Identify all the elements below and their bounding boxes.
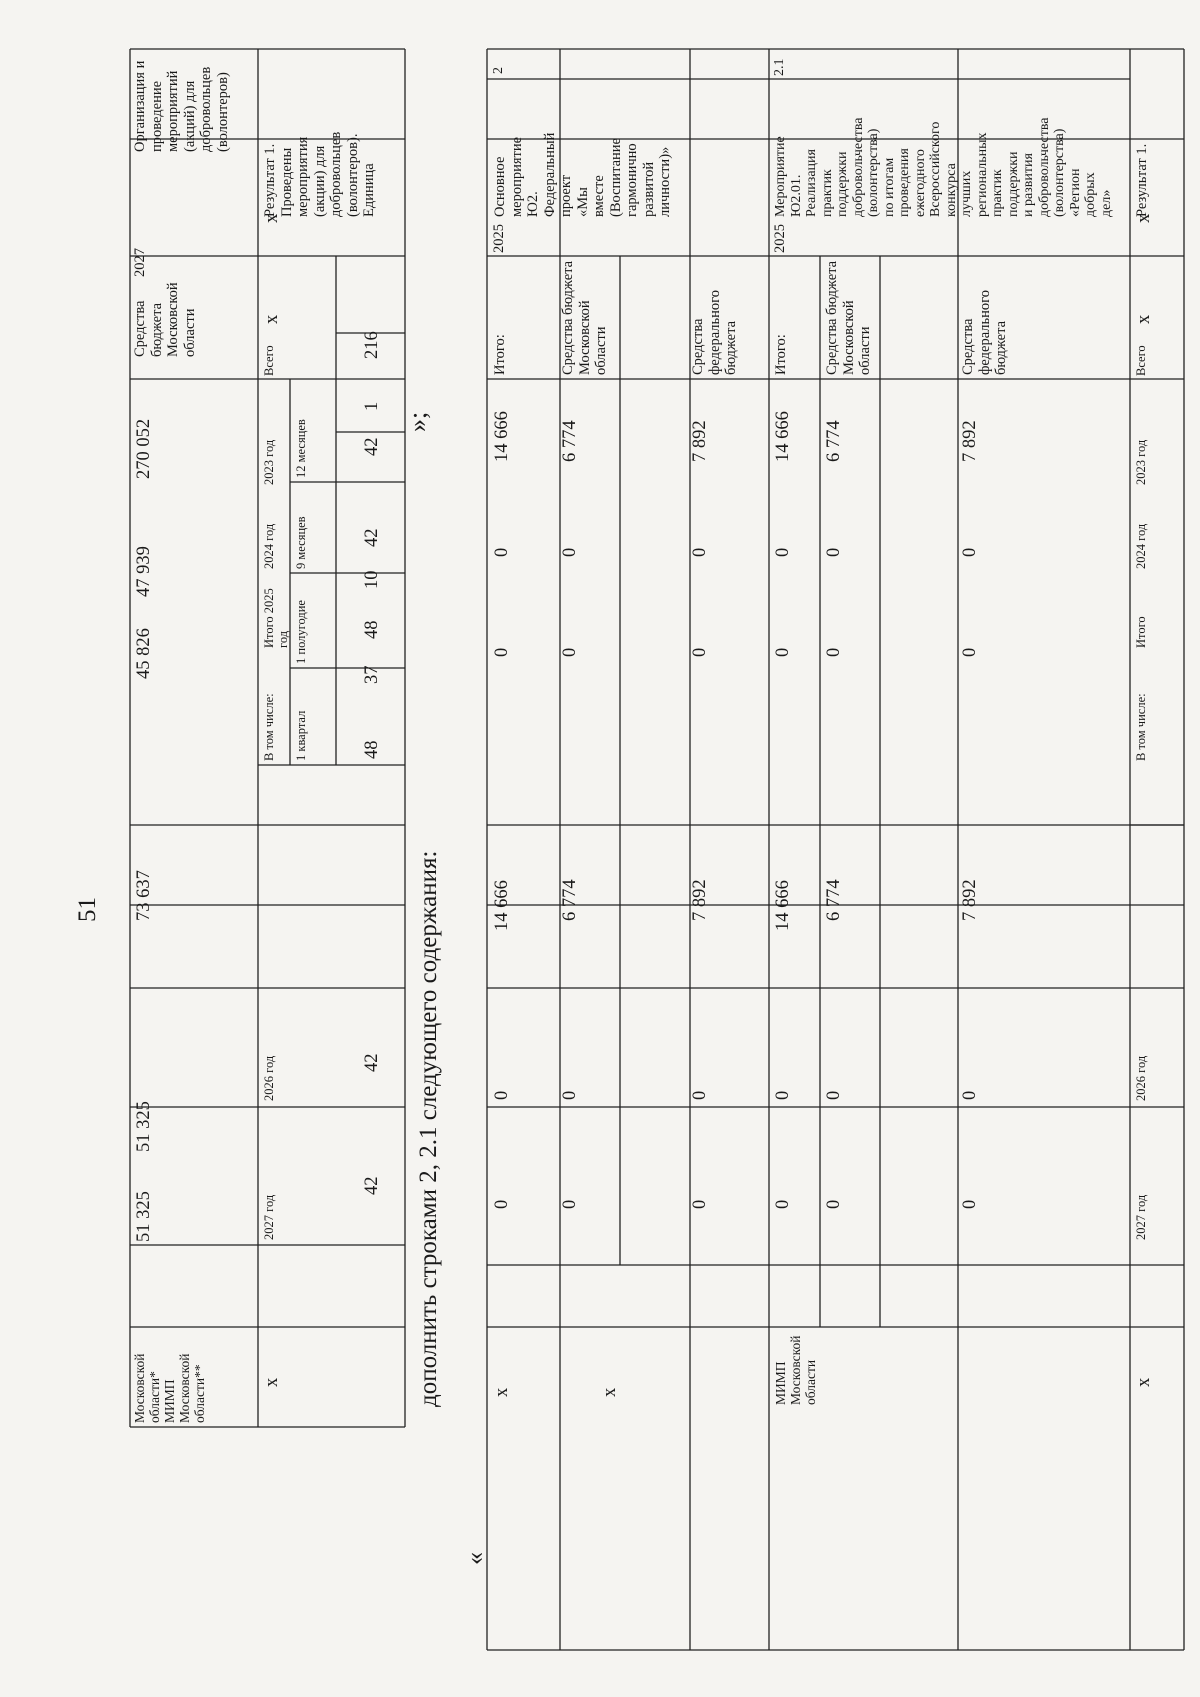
row21-mo-2023: 0 [824, 547, 844, 557]
row21-2026: 0 [773, 1090, 793, 1100]
top-hdr-m12: 12 месяцев [294, 419, 308, 478]
row2-mo-2027: 0 [560, 1199, 580, 1209]
row2-executor-sub: x [600, 1387, 620, 1397]
row2-fed-2023: 0 [690, 547, 710, 557]
row21-mo-2024: 0 [824, 647, 844, 657]
top-row1-2026: 51 325 [134, 1101, 154, 1152]
row21-fed-2026: 0 [960, 1090, 980, 1100]
opening-quote: « [460, 1552, 489, 1565]
row21-fed-2023: 0 [960, 547, 980, 557]
row2-fed-2024: 0 [690, 647, 710, 657]
row21-2025: 14 666 [773, 880, 793, 931]
row21-total: 14 666 [773, 411, 793, 462]
row21-number: 2.1 [772, 58, 787, 76]
row2-year: 2025 [491, 224, 507, 253]
row2-mo-total: 6 774 [560, 420, 580, 462]
row21-mo-2026: 0 [824, 1090, 844, 1100]
bottom-result-x-year: x [1134, 213, 1154, 223]
top-row1-2023: 47 939 [134, 546, 154, 597]
top-val-2023: 42 [362, 437, 382, 456]
top-val-h1: 10 [362, 570, 382, 589]
row21-source-mo: Средства бюджета Московской области [824, 260, 873, 375]
row21-2024: 0 [773, 647, 793, 657]
top-val-m9: 37 [362, 665, 382, 684]
bottom-hdr-total: Всего [1134, 345, 1148, 376]
row21-fed-2027: 0 [960, 1199, 980, 1209]
top-result-x-year: x [262, 213, 282, 223]
bottom-result-x-exec: x [1134, 1377, 1154, 1387]
bottom-hdr-vtom: В том числе: [1134, 693, 1148, 761]
top-val-itogo: 48 [362, 620, 382, 639]
top-val-2024: 42 [362, 528, 382, 547]
top-row1-activity: Организация и проведение мероприятий (акций) для добровольцев (волонтеров) [132, 60, 231, 152]
row2-source-fed: Средства федерального бюджета [690, 290, 739, 375]
row21-fed-total: 7 892 [960, 420, 980, 462]
row2-2027: 0 [492, 1199, 512, 1209]
row21-source-total: Итого: [773, 334, 789, 375]
row2-2026: 0 [492, 1090, 512, 1100]
row2-source-mo: Средства бюджета Московской области [560, 260, 609, 375]
top-row1-2025: 73 637 [134, 870, 154, 921]
row2-2025: 14 666 [492, 880, 512, 931]
top-hdr-itogo: Итого 2025 год [262, 588, 290, 648]
row2-fed-2026: 0 [690, 1090, 710, 1100]
row2-mo-2024: 0 [560, 647, 580, 657]
bottom-hdr-2023: 2023 год [1134, 439, 1148, 485]
top-result-x-source: x [262, 314, 282, 324]
row21-fed-2024: 0 [960, 647, 980, 657]
top-val-m12: 48 [362, 740, 382, 759]
top-row1-year: 2027 [132, 248, 148, 277]
row21-activity: Мероприятие Ю2.01. Реализация практик поддержки добровольчества (волонтерства) по итогам проведения ежегодного Всероссийского конкурса лучших региональных практик поддержки и развития добровольчества (волонтерства) «Регион добрых дел» [773, 117, 1114, 217]
row21-2027: 0 [773, 1199, 793, 1209]
row2-number: 2 [491, 67, 506, 74]
bottom-hdr-itogo: Итого [1134, 616, 1148, 648]
top-row1-executor: Московской области* МИМП Московской области** [132, 1353, 207, 1423]
top-hdr-m9: 9 месяцев [294, 516, 308, 569]
row2-fed-2025: 7 892 [690, 879, 710, 921]
top-row1-2027: 51 325 [134, 1191, 154, 1242]
top-hdr-q1: 1 квартал [294, 710, 308, 761]
row21-source-fed: Средства федерального бюджета [960, 290, 1009, 375]
bottom-result-label: Результат 1. [1134, 143, 1150, 217]
closing-mark: »; [403, 411, 432, 432]
top-hdr-2024: 2024 год [262, 523, 276, 569]
bottom-result-x-source: x [1134, 314, 1154, 324]
row21-mo-2027: 0 [824, 1199, 844, 1209]
bottom-hdr-2027: 2027 год [1134, 1194, 1148, 1240]
row2-source-total: Итого: [492, 334, 508, 375]
row21-executor: МИМП Московской области [773, 1335, 818, 1405]
top-row1-2024: 45 826 [134, 628, 154, 679]
row21-mo-total: 6 774 [824, 420, 844, 462]
top-hdr-2027: 2027 год [262, 1194, 276, 1240]
row21-fed-2025: 7 892 [960, 879, 980, 921]
top-hdr-vtom: В том числе: [262, 693, 276, 761]
row2-mo-2026: 0 [560, 1090, 580, 1100]
top-row1-total: 270 052 [134, 418, 154, 479]
row2-mo-2025: 6 774 [560, 879, 580, 921]
top-val-2026: 42 [362, 1053, 382, 1072]
row2-activity: Основное мероприятие Ю2. Федеральный проект «Мы вместе (Воспитание гармонично развитой личности)» [492, 132, 673, 217]
page-number: 51 [74, 897, 101, 922]
top-hdr-2023: 2023 год [262, 439, 276, 485]
top-row1-source: Средства бюджета Московской области [132, 282, 198, 357]
row2-executor-total: x [492, 1387, 512, 1397]
row2-total: 14 666 [492, 411, 512, 462]
top-val-q1: 1 [362, 401, 382, 411]
row21-year: 2025 [772, 224, 788, 253]
top-val-total: 216 [362, 331, 382, 359]
row21-2023: 0 [773, 547, 793, 557]
row2-2024: 0 [492, 647, 512, 657]
bottom-hdr-2026: 2026 год [1134, 1055, 1148, 1101]
row2-2023: 0 [492, 547, 512, 557]
amendment-heading: дополнить строками 2, 2.1 следующего содержания: [415, 850, 442, 1407]
row21-mo-2025: 6 774 [824, 879, 844, 921]
top-hdr-total: Всего [262, 345, 276, 376]
top-result-x-exec: x [262, 1377, 282, 1387]
top-result-label: Результат 1. Проведены мероприятия (акции) для добровольцев (волонтеров). Единица [262, 131, 377, 217]
top-hdr-2026: 2026 год [262, 1055, 276, 1101]
top-hdr-h1: 1 полугодие [294, 600, 308, 664]
top-val-2027: 42 [362, 1176, 382, 1195]
row2-fed-total: 7 892 [690, 420, 710, 462]
row2-mo-2023: 0 [560, 547, 580, 557]
row2-fed-2027: 0 [690, 1199, 710, 1209]
bottom-hdr-2024: 2024 год [1134, 523, 1148, 569]
